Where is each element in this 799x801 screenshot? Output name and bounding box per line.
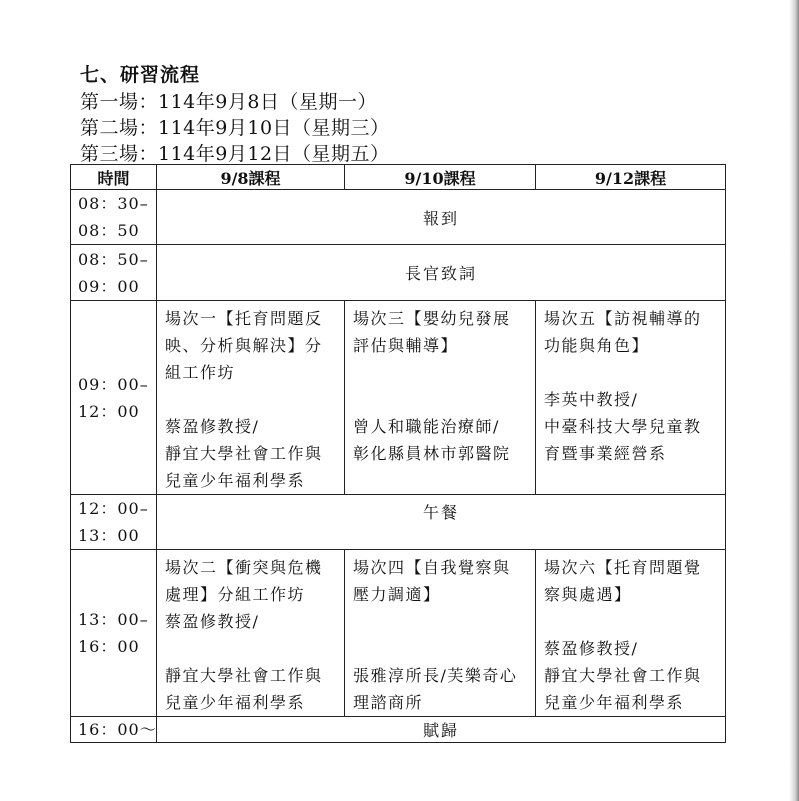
merged-cell: 長官致詞: [157, 245, 726, 301]
course-cell-session-1: [157, 301, 345, 495]
course-line: 察與處遇】: [544, 585, 632, 604]
course-line: 場次三【嬰幼兒發展: [353, 309, 511, 328]
time-end: 12：00: [78, 401, 140, 421]
time-start: 12：00–: [78, 499, 149, 518]
time-cell: [71, 190, 157, 245]
table-row: [71, 190, 726, 245]
course-line: 彰化縣員林市郭醫院: [353, 444, 511, 463]
course-line: 育暨事業經營系: [544, 444, 667, 463]
course-line: 兒童少年福利學系: [544, 693, 685, 712]
course-cell-session-2: [157, 550, 345, 717]
time-start: 09：00–: [78, 374, 149, 394]
session-line-3: 第三場：114年9月12日（星期五）: [80, 143, 390, 165]
table-row: [71, 550, 726, 717]
time-end: 16：00: [78, 637, 140, 656]
time-cell: [71, 550, 157, 717]
section-title: 七、研習流程: [80, 64, 201, 86]
course-line-blank: [353, 635, 531, 662]
header-day3: 9/12課程: [536, 165, 726, 190]
course-line: 場次一【托育問題反: [165, 309, 323, 328]
course-line: 功能與角色】: [544, 336, 650, 355]
table-row: [71, 245, 726, 301]
course-line-blank: [353, 359, 531, 386]
header-time: 時間: [71, 165, 157, 190]
time-start: 08：30–: [78, 194, 149, 213]
time-start: 16：00～: [78, 719, 157, 739]
course-line: 蔡盈修教授/: [544, 639, 639, 658]
course-line: 李英中教授/: [544, 390, 639, 409]
course-line-blank: [353, 608, 531, 635]
merged-cell: 報到: [157, 190, 726, 245]
course-line: 組工作坊: [165, 363, 236, 382]
course-cell-session-4: [345, 550, 536, 717]
table-row: [71, 495, 726, 550]
course-line-blank: [544, 608, 721, 635]
header-day1: 9/8課程: [157, 165, 345, 190]
session-line-1: 第一場：114年9月8日（星期一）: [80, 91, 377, 113]
course-line: 曾人和職能治療師/: [353, 417, 500, 436]
merged-cell: 午餐: [157, 495, 726, 550]
merged-cell: 賦歸: [157, 717, 726, 743]
course-line: 中臺科技大學兒童教: [544, 417, 702, 436]
course-line-blank: [353, 386, 531, 413]
course-line: 映、分析與解決】分: [165, 336, 323, 355]
course-line: 蔡盈修教授/: [165, 612, 260, 631]
course-line: 理諮商所: [353, 693, 424, 712]
table-header-row: [71, 165, 726, 190]
course-line: 兒童少年福利學系: [165, 693, 306, 712]
table-row: [71, 301, 726, 495]
time-cell: [71, 245, 157, 301]
course-line: 張雅淳所長/芙樂奇心: [353, 666, 518, 685]
time-cell: [71, 495, 157, 550]
schedule-table: [70, 164, 726, 743]
course-line: 蔡盈修教授/: [165, 417, 260, 436]
table-row: [71, 717, 726, 743]
course-line: 壓力調適】: [353, 585, 441, 604]
course-line: 場次四【自我覺察與: [353, 558, 511, 577]
course-line: 評估與輔導】: [353, 336, 459, 355]
time-end: 13：00: [78, 526, 140, 545]
course-line-blank: [544, 359, 721, 386]
time-cell: [71, 717, 157, 743]
course-line: 處理】分組工作坊: [165, 585, 306, 604]
course-line-blank: [165, 635, 340, 662]
course-cell-session-3: [345, 301, 536, 495]
time-end: 09：00: [78, 276, 140, 296]
course-line: 靜宜大學社會工作與: [165, 444, 323, 463]
course-line: 靜宜大學社會工作與: [165, 666, 323, 685]
time-start: 13：00–: [78, 610, 149, 629]
time-end: 08：50: [78, 221, 140, 240]
course-line: 場次六【托育問題覺: [544, 558, 702, 577]
course-line: 兒童少年福利學系: [165, 471, 306, 490]
session-line-2: 第二場：114年9月10日（星期三）: [80, 117, 390, 139]
course-line-blank: [165, 386, 340, 413]
page-edge-shadow: [789, 0, 799, 801]
header-day2: 9/10課程: [345, 165, 536, 190]
time-start: 08：50–: [78, 249, 149, 269]
course-cell-session-6: [536, 550, 726, 717]
course-line: 靜宜大學社會工作與: [544, 666, 702, 685]
course-cell-session-5: [536, 301, 726, 495]
time-cell: [71, 301, 157, 495]
course-line: 場次五【訪視輔導的: [544, 309, 702, 328]
course-line: 場次二【衝突與危機: [165, 558, 323, 577]
